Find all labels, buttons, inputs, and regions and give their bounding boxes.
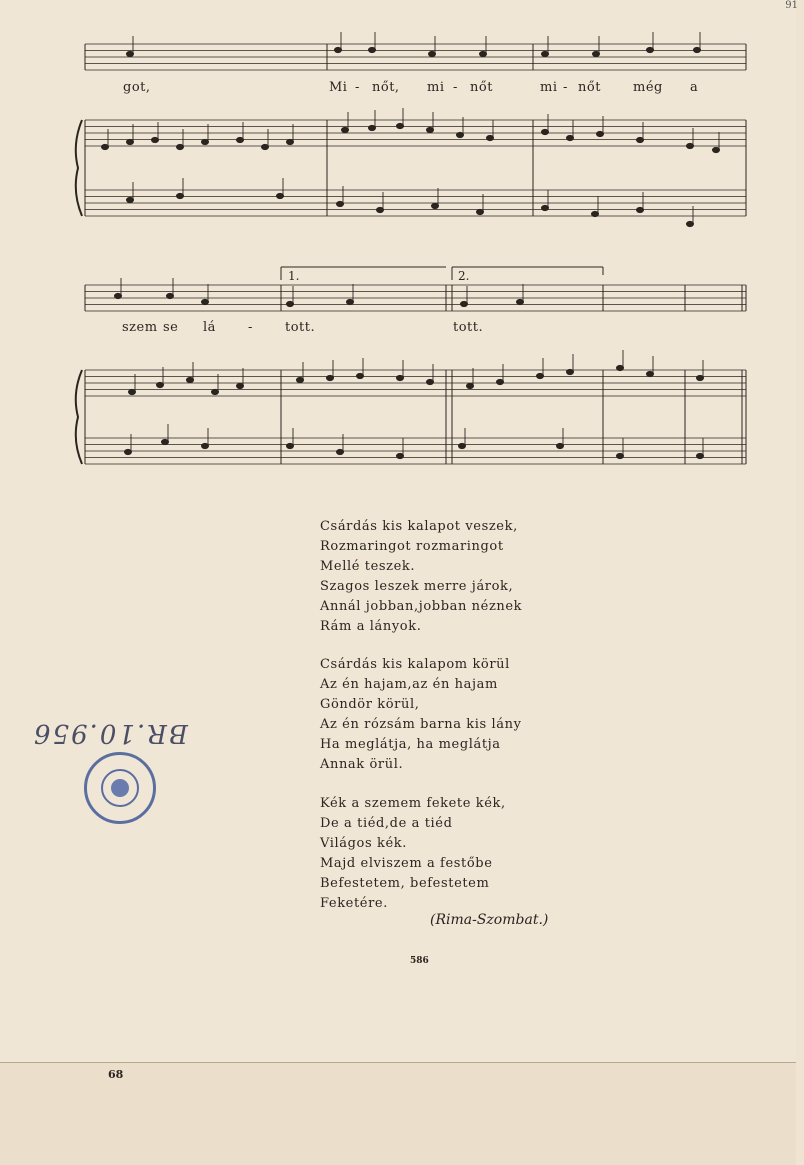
brace	[76, 120, 82, 216]
note-head	[202, 443, 209, 448]
note-head	[357, 373, 364, 378]
note-head	[129, 389, 136, 394]
note-head	[647, 47, 654, 52]
note-head	[713, 147, 720, 152]
verse-line: Kék a szemem fekete kék,	[320, 796, 506, 811]
lyric-1-12: a	[690, 80, 699, 95]
note-head	[369, 47, 376, 52]
lyric-1-9: -	[563, 80, 568, 95]
note-head	[177, 193, 184, 198]
note-head	[212, 389, 219, 394]
note-head	[542, 51, 549, 56]
lyric-1-7: nőt	[470, 80, 493, 95]
note-head	[477, 209, 484, 214]
volta-1-label: 1.	[288, 269, 300, 283]
note-head	[377, 207, 384, 212]
verse-line: Világos kék.	[320, 836, 407, 851]
note-head	[202, 139, 209, 144]
note-head	[115, 293, 122, 298]
lyric-1-4: nőt,	[372, 80, 400, 95]
note-head	[347, 299, 354, 304]
lyric-1-1: got,	[123, 80, 151, 95]
place-signature: (Rima-Szombat.)	[430, 912, 549, 928]
note-head	[127, 139, 134, 144]
verse-line: Rozmaringot rozmaringot	[320, 539, 504, 554]
note-head	[125, 449, 132, 454]
note-head	[157, 382, 164, 387]
note-head	[597, 131, 604, 136]
note-head	[397, 123, 404, 128]
lyric-1-8: mi	[540, 80, 558, 95]
verse-line: Csárdás kis kalapot veszek,	[320, 519, 518, 534]
note-head	[637, 207, 644, 212]
note-head	[697, 453, 704, 458]
note-head	[687, 221, 694, 226]
note-head	[297, 377, 304, 382]
note-head	[617, 453, 624, 458]
note-head	[337, 449, 344, 454]
note-head	[397, 453, 404, 458]
note-head	[187, 377, 194, 382]
verse-line: Mellé teszek.	[320, 559, 416, 574]
lyric-2-2: se	[163, 320, 179, 335]
verse-line: Göndör körül,	[320, 697, 420, 712]
note-head	[152, 137, 159, 142]
plate-number: 586	[410, 956, 429, 966]
note-head	[697, 375, 704, 380]
lyric-1-10: nőt	[578, 80, 601, 95]
note-head	[694, 47, 701, 52]
stamp-seal-icon	[111, 779, 129, 797]
lyric-1-6: -	[453, 80, 458, 95]
note-head	[457, 132, 464, 137]
verse-line: Ha meglátja, ha meglátja	[320, 737, 501, 752]
verse-line: De a tiéd,de a tiéd	[320, 816, 453, 831]
note-head	[337, 201, 344, 206]
note-head	[177, 144, 184, 149]
note-head	[592, 211, 599, 216]
verse-2	[320, 655, 522, 775]
note-head	[287, 301, 294, 306]
verse-line: Az én rózsám barna kis lány	[320, 717, 522, 732]
note-head	[480, 51, 487, 56]
note-head	[593, 51, 600, 56]
note-head	[542, 129, 549, 134]
lyric-2-5: tott.	[285, 320, 316, 335]
note-head	[542, 205, 549, 210]
note-head	[461, 301, 468, 306]
note-head	[687, 143, 694, 148]
note-head	[102, 144, 109, 149]
corner-mark: 91	[785, 0, 798, 11]
verse-line: Majd elviszem a festőbe	[320, 856, 493, 871]
note-head	[487, 135, 494, 140]
note-head	[537, 373, 544, 378]
brace	[76, 370, 82, 464]
handwritten-shelfmark: BR.10.956	[32, 718, 188, 748]
note-head	[397, 375, 404, 380]
note-head	[262, 144, 269, 149]
lyric-1-3: -	[355, 80, 360, 95]
note-head	[335, 47, 342, 52]
note-head	[202, 299, 209, 304]
note-head	[429, 51, 436, 56]
note-head	[327, 375, 334, 380]
note-head	[517, 299, 524, 304]
note-head	[617, 365, 624, 370]
note-head	[567, 369, 574, 374]
note-head	[287, 443, 294, 448]
lyric-2-1: szem	[122, 320, 158, 335]
verse-line: Befestetem, befestetem	[320, 876, 490, 891]
lyric-2-6: tott.	[453, 320, 484, 335]
note-head	[277, 193, 284, 198]
note-head	[167, 293, 174, 298]
note-head	[637, 137, 644, 142]
note-head	[459, 443, 466, 448]
verse-line: Annak örül.	[320, 757, 404, 772]
lyric-2-3: lá	[203, 320, 216, 335]
verse-line: Szagos leszek merre járok,	[320, 579, 514, 594]
note-head	[467, 383, 474, 388]
verse-3	[320, 794, 506, 914]
note-head	[287, 139, 294, 144]
note-head	[432, 203, 439, 208]
verse-line: Az én hajam,az én hajam	[320, 677, 498, 692]
note-head	[162, 439, 169, 444]
note-head	[557, 443, 564, 448]
volta-2-label: 2.	[458, 269, 470, 283]
library-stamp	[84, 752, 156, 824]
note-head	[369, 125, 376, 130]
lyric-2-4: -	[248, 320, 253, 335]
lyric-1-11: még	[633, 80, 663, 95]
verse-line: Rám a lányok.	[320, 619, 422, 634]
verse-line: Annál jobban,jobban néznek	[320, 599, 523, 614]
note-head	[567, 135, 574, 140]
note-head	[427, 127, 434, 132]
note-head	[427, 379, 434, 384]
note-head	[342, 127, 349, 132]
note-head	[497, 379, 504, 384]
note-head	[127, 51, 134, 56]
note-head	[237, 137, 244, 142]
verse-line: Csárdás kis kalapom körül	[320, 657, 510, 672]
music-notation	[0, 0, 796, 480]
note-head	[127, 197, 134, 202]
verse-line: Feketére.	[320, 896, 388, 911]
lyric-1-2: Mi	[329, 80, 348, 95]
note-head	[647, 371, 654, 376]
note-head	[237, 383, 244, 388]
lyric-1-5: mi	[427, 80, 445, 95]
page-number: 68	[108, 1068, 124, 1081]
verse-1	[320, 517, 522, 637]
